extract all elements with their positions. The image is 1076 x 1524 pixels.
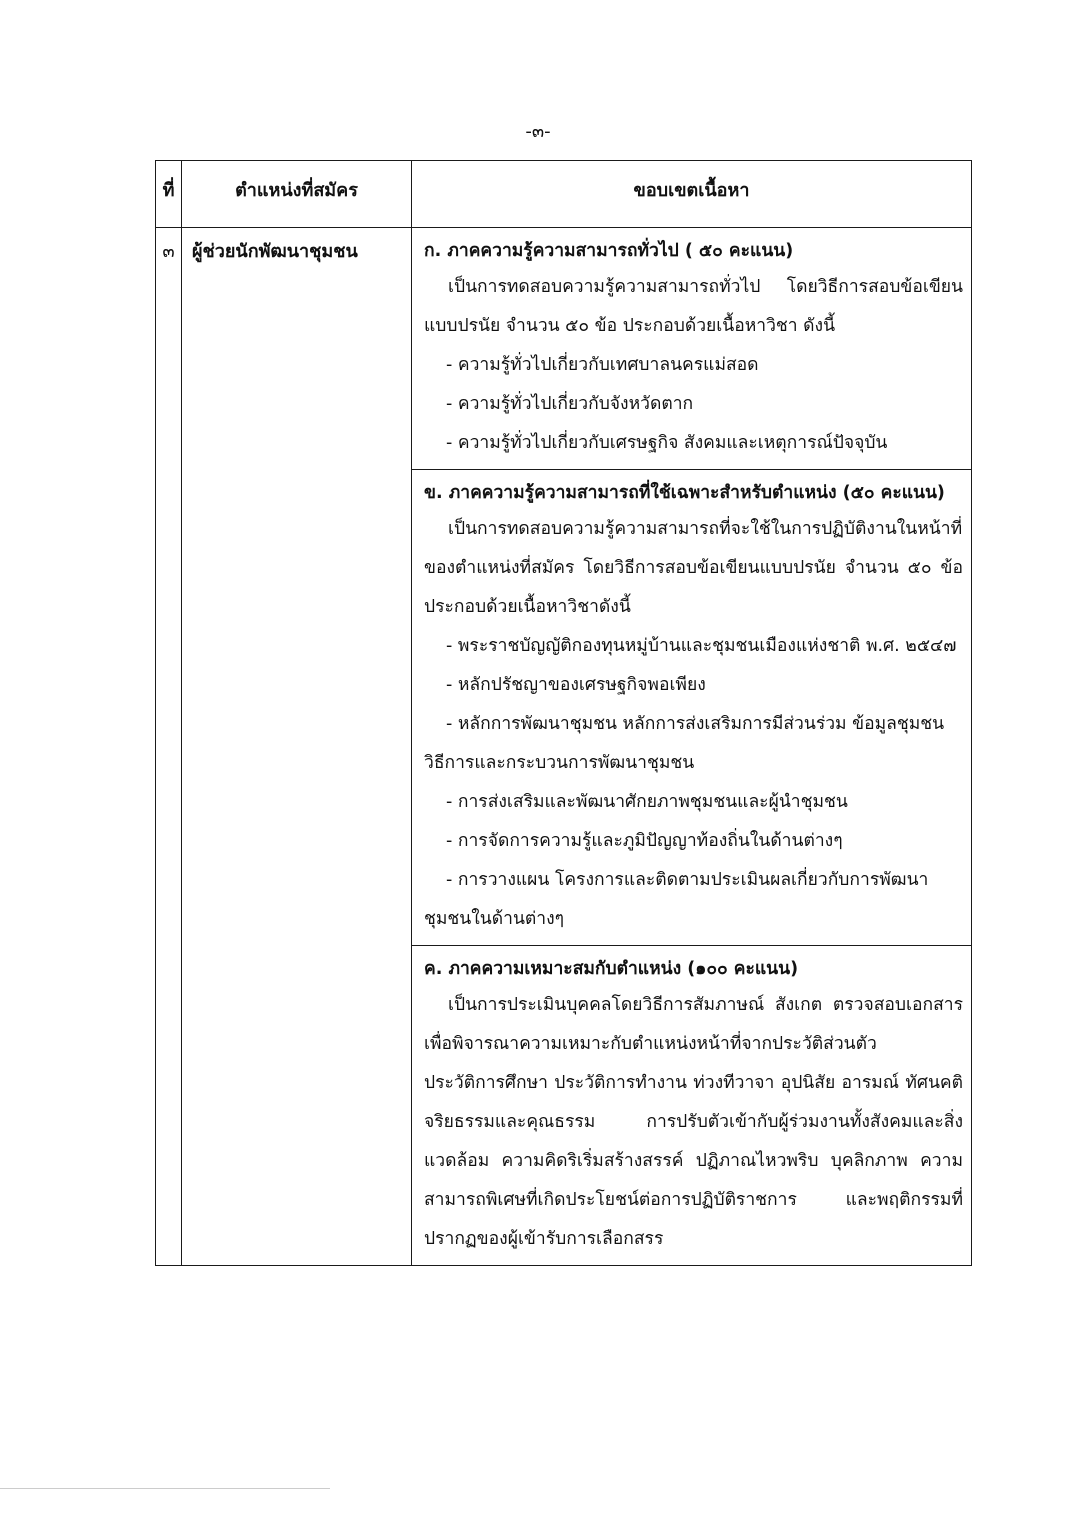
section-specific-knowledge (412, 470, 971, 946)
row-number: ๓ (156, 228, 182, 1266)
table-header-row (156, 161, 972, 228)
header-no: ที่ (156, 161, 182, 228)
table-row (156, 228, 972, 1266)
section-general-knowledge (412, 228, 971, 470)
section-b-description: เป็นการทดสอบความรู้ความสามารถที่จะใช้ในการปฏิบัติงานในหน้าที่ของตำแหน่งที่สมัคร โดยวิธีการสอบข้อเขียนแบบปรนัย จำนวน ๕๐ ข้อ ประกอบด้วยเนื้อหาวิชาดังนี้ (424, 519, 963, 617)
section-b-item: - หลักปรัชญาของเศรษฐกิจพอเพียง (446, 675, 706, 695)
row-scope (412, 228, 972, 1266)
section-a-title: ก. ภาคความรู้ความสามารถทั่วไป ( ๕๐ คะแนน) (424, 241, 794, 261)
section-b-item: - พระราชบัญญัติกองทุนหมู่บ้านและชุมชนเมืองแห่งชาติ พ.ศ. ๒๕๔๗ (446, 636, 957, 656)
section-c-description: เป็นการประเมินบุคคลโดยวิธีการสัมภาษณ์ สังเกต ตรวจสอบเอกสาร เพื่อพิจารณาความเหมาะกับตำแหน่งหน้าที่จากประวัติส่วนตัว ประวัติการศึกษา ประวัติการทำงาน ท่วงทีวาจา อุปนิสัย อารมณ์ ทัศนคติ จริยธรรมและคุณธรรม การปรับตัวเข้ากับผู้ร่วมงานทั้งสังคมและสิ่งแวดล้อม ความคิดริเริ่มสร้างสรรค์ ปฏิภาณไหวพริบ บุคลิกภาพ ความสามารถพิเศษที่เกิดประโยชน์ต่อการปฏิบัติราชการ และพฤติกรรมที่ปรากฏของผู้เข้ารับการเลือกสรร (424, 995, 963, 1249)
section-c-description-block (424, 986, 963, 1259)
section-c-title: ค. ภาคความเหมาะสมกับตำแหน่ง (๑๐๐ คะแนน) (424, 959, 799, 979)
section-b-item: - การส่งเสริมและพัฒนาศักยภาพชุมชนและผู้นำชุมชน (446, 792, 848, 812)
section-a-item: - ความรู้ทั่วไปเกี่ยวกับเทศบาลนครแม่สอด (446, 355, 759, 375)
row-position: ผู้ช่วยนักพัฒนาชุมชน (182, 228, 412, 1266)
header-scope: ขอบเขตเนื้อหา (412, 161, 972, 228)
section-a-item: - ความรู้ทั่วไปเกี่ยวกับจังหวัดตาก (446, 394, 694, 414)
header-position: ตำแหน่งที่สมัคร (182, 161, 412, 228)
section-a-description: เป็นการทดสอบความรู้ความสามารถทั่วไป โดยวิธีการสอบข้อเขียนแบบปรนัย จำนวน ๕๐ ข้อ ประกอบด้วยเนื้อหาวิชา ดังนี้ (424, 277, 963, 336)
page-number: -๓- (525, 121, 551, 142)
scan-edge-line (0, 1488, 330, 1489)
section-b-item-continuation: ชุมชนในด้านต่างๆ (424, 909, 565, 929)
section-a-description-block (424, 268, 963, 346)
section-b-description-block (424, 510, 963, 627)
section-suitability (412, 946, 971, 1265)
section-b-item-continuation: วิธีการและกระบวนการพัฒนาชุมชน (424, 753, 695, 773)
section-b-item: - หลักการพัฒนาชุมชน หลักการส่งเสริมการมีส่วนร่วม ข้อมูลชุมชน (446, 714, 945, 734)
section-b-item: - การวางแผน โครงการและติดตามประเมินผลเกี่ยวกับการพัฒนา (446, 870, 929, 890)
exam-scope-table (155, 160, 972, 1266)
section-b-title: ข. ภาคความรู้ความสามารถที่ใช้เฉพาะสำหรับตำแหน่ง (๕๐ คะแนน) (424, 483, 945, 503)
section-a-item: - ความรู้ทั่วไปเกี่ยวกับเศรษฐกิจ สังคมและเหตุการณ์ปัจจุบัน (446, 433, 888, 453)
section-b-item: - การจัดการความรู้และภูมิปัญญาท้องถิ่นในด้านต่างๆ (446, 831, 843, 851)
